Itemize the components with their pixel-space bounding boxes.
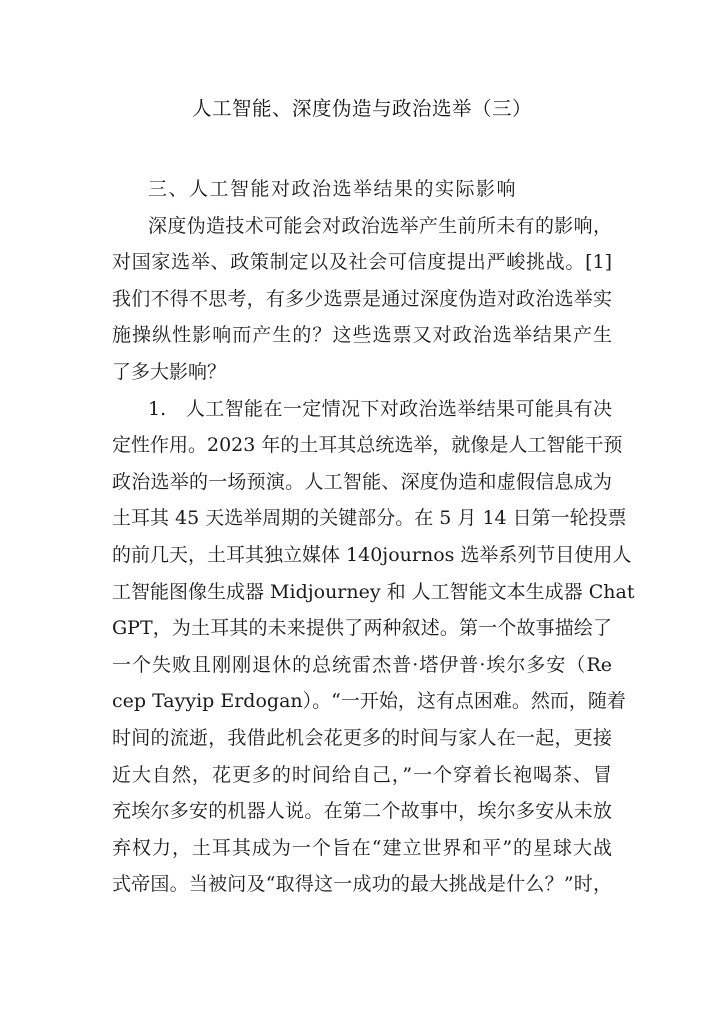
paragraph-2-line: GPT，为土耳其的未来提供了两种叙述。第一个故事描绘了 <box>112 617 612 640</box>
paragraph-2-line: 的前几天，土耳其独立媒体 140journos 选举系列节目使用人 <box>112 543 632 566</box>
paragraph-2-line: 弃权力，土耳其成为一个旨在“建立世界和平”的星球大战 <box>112 836 612 859</box>
paragraph-1-line: 深度伪造技术可能会对政治选举产生前所未有的影响， <box>148 214 612 237</box>
paragraph-1-line: 施操纵性影响而产生的？这些选票又对政治选举结果产生 <box>112 324 612 347</box>
paragraph-1-line: 了多大影响？ <box>112 360 227 383</box>
paragraph-2-line: 工智能图像生成器 Midjourney 和 人工智能文本生成器 Chat <box>112 580 635 603</box>
document-title: 人工智能、深度伪造与政治选举（三） <box>191 97 532 120</box>
paragraph-2-line: 时间的流逝，我借此机会花更多的时间与家人在一起，更接 <box>112 726 612 749</box>
document-body <box>112 171 635 903</box>
paragraph-2-line: 定性作用。2023 年的土耳其总统选举，就像是人工智能干预 <box>112 434 623 457</box>
paragraph-2-line: 充埃尔多安的机器人说。在第二个故事中，埃尔多安从未放 <box>112 800 612 823</box>
paragraph-2-line: cep Tayyip Erdogan）。“一开始，这有点困难。然而，随着 <box>112 690 626 713</box>
paragraph-2-line: 式帝国。当被问及“取得这一成功的最大挑战是什么？”时， <box>112 873 612 896</box>
paragraph-2-line: 政治选举的一场预演。人工智能、深度伪造和虚假信息成为 <box>112 470 612 493</box>
paragraph-2-line: 土耳其 45 天选举周期的关键部分。在 5 月 14 日第一轮投票 <box>112 507 627 530</box>
paragraph-1-line: 我们不得不思考，有多少选票是通过深度伪造对政治选举实 <box>112 287 612 310</box>
paragraph-2-line: 一个失败且刚刚退休的总统雷杰普·塔伊普·埃尔多安（Re <box>112 653 612 676</box>
paragraph-1-line: 对国家选举、政策制定以及社会可信度提出严峻挑战。[1] <box>112 251 612 274</box>
section-heading: 三、人工智能对政治选举结果的实际影响 <box>148 178 518 200</box>
paragraph-2-line: 近大自然，花更多的时间给自己，”一个穿着长袍喝茶、冒 <box>112 763 612 786</box>
paragraph-2-line: 1. 人工智能在一定情况下对政治选举结果可能具有决 <box>148 397 612 420</box>
